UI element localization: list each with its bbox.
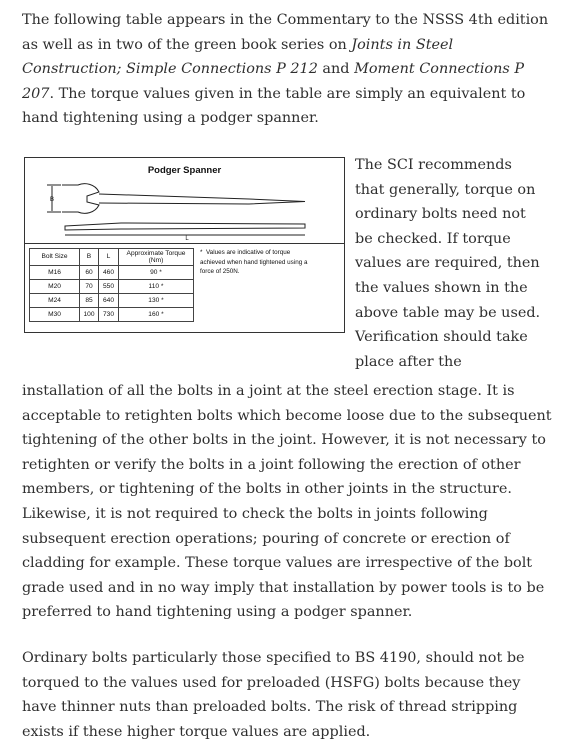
article-body <box>22 8 552 744</box>
cell-b: 60 <box>80 265 99 279</box>
header-l: L <box>99 248 119 265</box>
cell-l: 460 <box>99 265 119 279</box>
continuation-paragraph: installation of all the bolts in a joint at the steel erection stage. It is acceptable to retighten bolts which become loose due to the subsequent tightening of the other bolts in the joint. However, it is not necessary to retighten or verify the bolts in a joint following the erection of other members, or tightening of the bolts in other joints in the structure. Likewise, it is not required to check the bolts in joints following subsequent erection operations; pouring of concrete or erection of cladding for example. These torque values are irrespective of the bolt grade used and in no way imply that installation by power tools is to be preferred to hand tightening using a podger spanner. <box>22 382 552 621</box>
cell-bolt-size: M30 <box>30 307 80 321</box>
dim-l-label: L <box>185 235 189 242</box>
header-b: B <box>80 248 99 265</box>
cell-b: 70 <box>80 279 99 293</box>
cell-bolt-size: M20 <box>30 279 80 293</box>
side-line: above table may be used. <box>355 304 541 321</box>
header-torque: Approximate Torque (Nm) <box>119 248 194 265</box>
side-line: Verification should take <box>355 329 528 346</box>
side-line: place after the <box>355 353 462 370</box>
podger-spanner-drawing <box>25 172 344 242</box>
table-note <box>194 248 315 321</box>
podger-spanner-figure <box>24 157 345 333</box>
cell-bolt-size: M16 <box>30 265 80 279</box>
side-line: the values shown in the <box>355 279 528 296</box>
spanner-handle-outline <box>99 194 305 204</box>
cell-torque: 160 * <box>119 307 194 321</box>
side-line: values are required, then <box>355 255 540 272</box>
cell-torque: 90 * <box>119 265 194 279</box>
intro-paragraph <box>22 8 552 131</box>
cell-l: 730 <box>99 307 119 321</box>
cell-torque: 110 * <box>119 279 194 293</box>
final-paragraph: Ordinary bolts particularly those specified to BS 4190, should not be torqued to the values used for preloaded (HSFG) bolts because they have thinner nuts than preloaded bolts. The risk of thread stripping exists if these higher torque values are applied. <box>22 649 525 740</box>
intro-text-3: . The torque values given in the table are simply an equivalent to hand tightening using a podger spanner. <box>22 85 526 127</box>
note-text: Values are indicative of torque achieved when hand tightened using a force of 250N. <box>200 249 308 276</box>
cell-torque: 130 * <box>119 293 194 307</box>
spanner-jaw-outline <box>62 184 99 214</box>
cell-b: 100 <box>80 307 99 321</box>
intro-text-1: The following table appears in the Commentary to the NSSS 4th edition as well as in two of the green book series on <box>22 12 549 53</box>
side-line: The SCI recommends <box>355 156 512 173</box>
figure-block <box>22 153 552 379</box>
intro-text-2: and <box>317 61 355 78</box>
intro-title-1: Joints in Steel Construction; Simple Connections P 212 <box>22 36 454 78</box>
side-line: be checked. If torque <box>355 230 511 247</box>
figure-divider <box>25 243 344 244</box>
spanner-side-view <box>65 223 305 230</box>
torque-table <box>29 248 314 322</box>
header-bolt-size: Bolt Size <box>30 248 80 265</box>
note-mark: * <box>200 249 203 257</box>
side-line: ordinary bolts need not <box>355 206 526 223</box>
table-header-row <box>30 248 315 265</box>
cell-l: 550 <box>99 279 119 293</box>
side-line: that generally, torque on <box>355 181 536 198</box>
dim-b-label: B <box>49 196 55 203</box>
intro-title-2: Moment Connections P 207 <box>22 61 525 102</box>
cell-b: 85 <box>80 293 99 307</box>
cell-bolt-size: M24 <box>30 293 80 307</box>
cell-l: 640 <box>99 293 119 307</box>
figure-title: Podger Spanner <box>147 164 222 176</box>
side-text <box>355 153 555 374</box>
